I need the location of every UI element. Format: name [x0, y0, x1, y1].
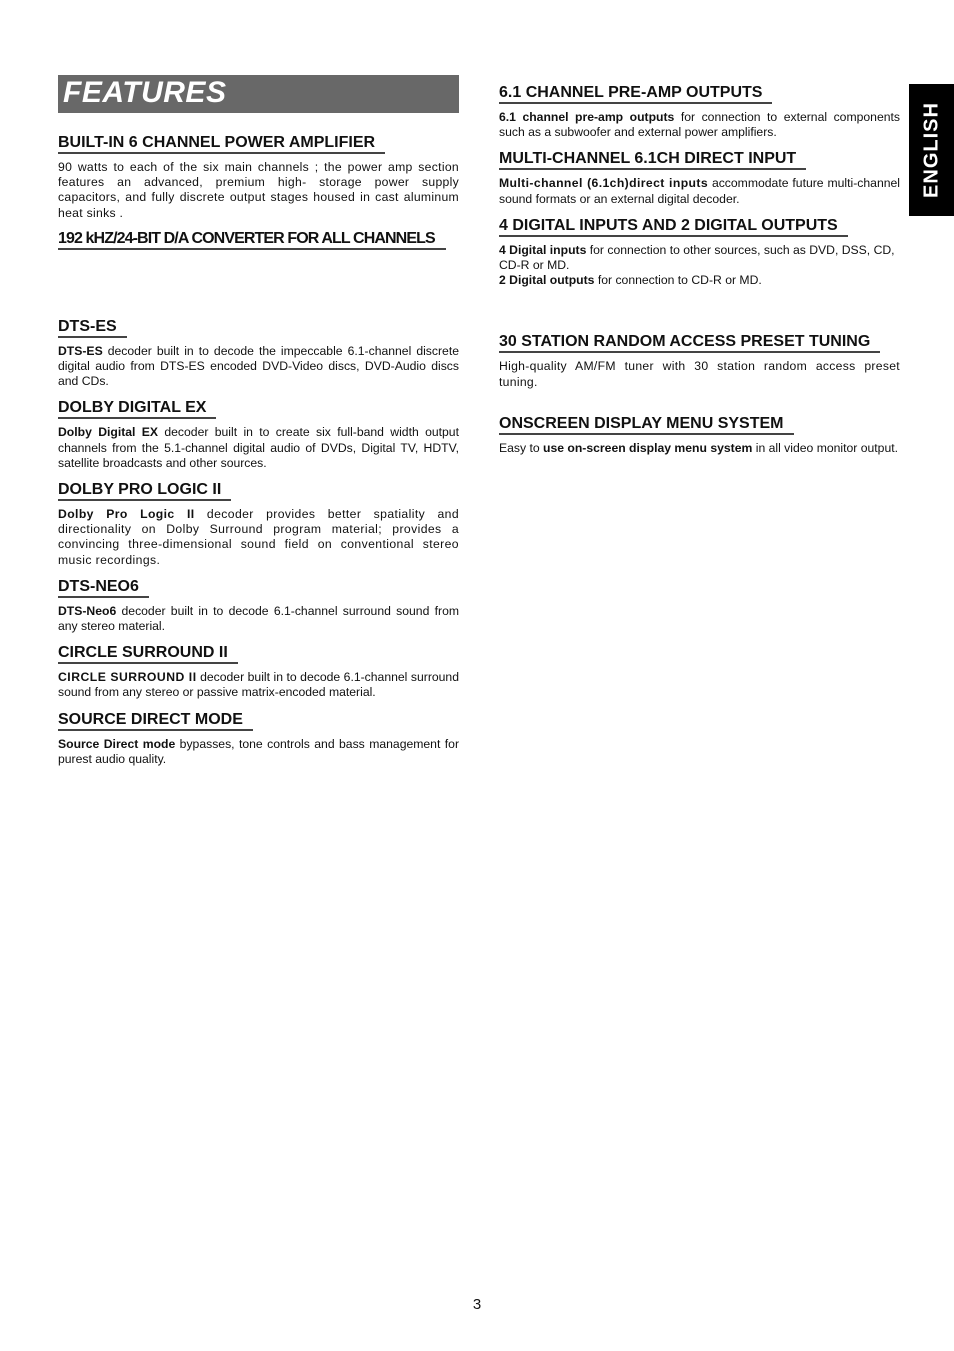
section-circle-surround-ii: [58, 643, 459, 700]
features-title-banner: [58, 75, 459, 113]
section-heading: DOLBY DIGITAL EX: [58, 398, 216, 419]
section-heading: 192 kHZ/24-BIT D/A CONVERTER FOR ALL CHANNELS: [58, 229, 446, 250]
section-body: Source Direct mode bypasses, tone controls and bass management for purest audio quality.: [58, 736, 459, 766]
section-source-direct-mode: [58, 710, 459, 767]
section-preset-tuning: [499, 332, 900, 389]
section-heading: SOURCE DIRECT MODE: [58, 710, 253, 731]
section-heading: 4 DIGITAL INPUTS AND 2 DIGITAL OUTPUTS: [499, 216, 848, 237]
right-column: [499, 83, 900, 456]
page-title: FEATURES: [63, 76, 227, 109]
section-heading: CIRCLE SURROUND II: [58, 643, 238, 664]
section-body: High-quality AM/FM tuner with 30 station random access preset tuning.: [499, 359, 900, 389]
section-body: Easy to use on-screen display menu system in all video monitor output.: [499, 440, 898, 455]
section-body: Multi-channel (6.1ch)direct inputs accommodate future multi-channel sound formats or an external digital decoder.: [499, 176, 900, 206]
section-dts-neo6: [58, 577, 459, 634]
section-heading: MULTI-CHANNEL 6.1CH DIRECT INPUT: [499, 149, 806, 170]
section-power-amplifier: [58, 133, 459, 221]
section-body: 6.1 channel pre-amp outputs for connection to external components such as a subwoofer and external power amplifiers.: [499, 110, 900, 140]
section-digital-io: [499, 216, 900, 289]
section-heading: DTS-NEO6: [58, 577, 149, 598]
section-heading: DOLBY PRO LOGIC II: [58, 480, 231, 501]
section-body: 90 watts to each of the six main channels ; the power amp section features an advanced, premium high- storage power supply capacitors, and fully discrete output stages housed in cast aluminum heat sinks .: [58, 160, 459, 220]
left-column: [58, 133, 459, 767]
section-heading: 30 STATION RANDOM ACCESS PRESET TUNING: [499, 332, 880, 353]
language-tab: [909, 84, 954, 216]
section-dts-es: [58, 317, 459, 390]
page-number: 3: [472, 1296, 482, 1313]
section-body: Dolby Pro Logic II decoder provides better spatiality and directionality on Dolby Surround program material; provides a convincing three-dimensional sound field on conventional stereo music recordings.: [58, 507, 459, 567]
section-dolby-digital-ex: [58, 398, 459, 471]
section-body: DTS-Neo6 decoder built in to decode 6.1-channel surround sound from any stereo material.: [58, 603, 459, 634]
section-pre-amp-outputs: [499, 83, 900, 140]
section-heading: ONSCREEN DISPLAY MENU SYSTEM: [499, 414, 794, 435]
language-tab-label: ENGLISH: [920, 102, 942, 198]
section-multichannel-direct-input: [499, 149, 900, 206]
section-da-converter: [58, 229, 459, 317]
section-body: DTS-ES decoder built in to decode the impeccable 6.1-channel discrete digital audio from DTS-ES encoded DVD-Video discs, DVD-Audio discs and CDs.: [58, 343, 459, 389]
section-body: Dolby Digital EX decoder built in to create six full-band width output channels from the 5.1-channel digital audio of DVDs, Digital TV, HDTV, satellite broadcasts and other sources.: [58, 425, 459, 470]
section-body: CIRCLE SURROUND II decoder built in to decode 6.1-channel surround sound from any stereo or passive matrix-encoded material.: [58, 670, 459, 700]
section-onscreen-display: [499, 414, 900, 456]
section-dolby-pro-logic-ii: [58, 480, 459, 568]
section-heading: 6.1 CHANNEL PRE-AMP OUTPUTS: [499, 83, 772, 104]
section-heading: DTS-ES: [58, 317, 127, 338]
section-body: 4 Digital inputs for connection to other sources, such as DVD, DSS, CD, CD-R or MD. 2 Digital outputs for connection to CD-R or MD.: [499, 242, 895, 288]
section-heading: BUILT-IN 6 CHANNEL POWER AMPLIFIER: [58, 133, 385, 154]
